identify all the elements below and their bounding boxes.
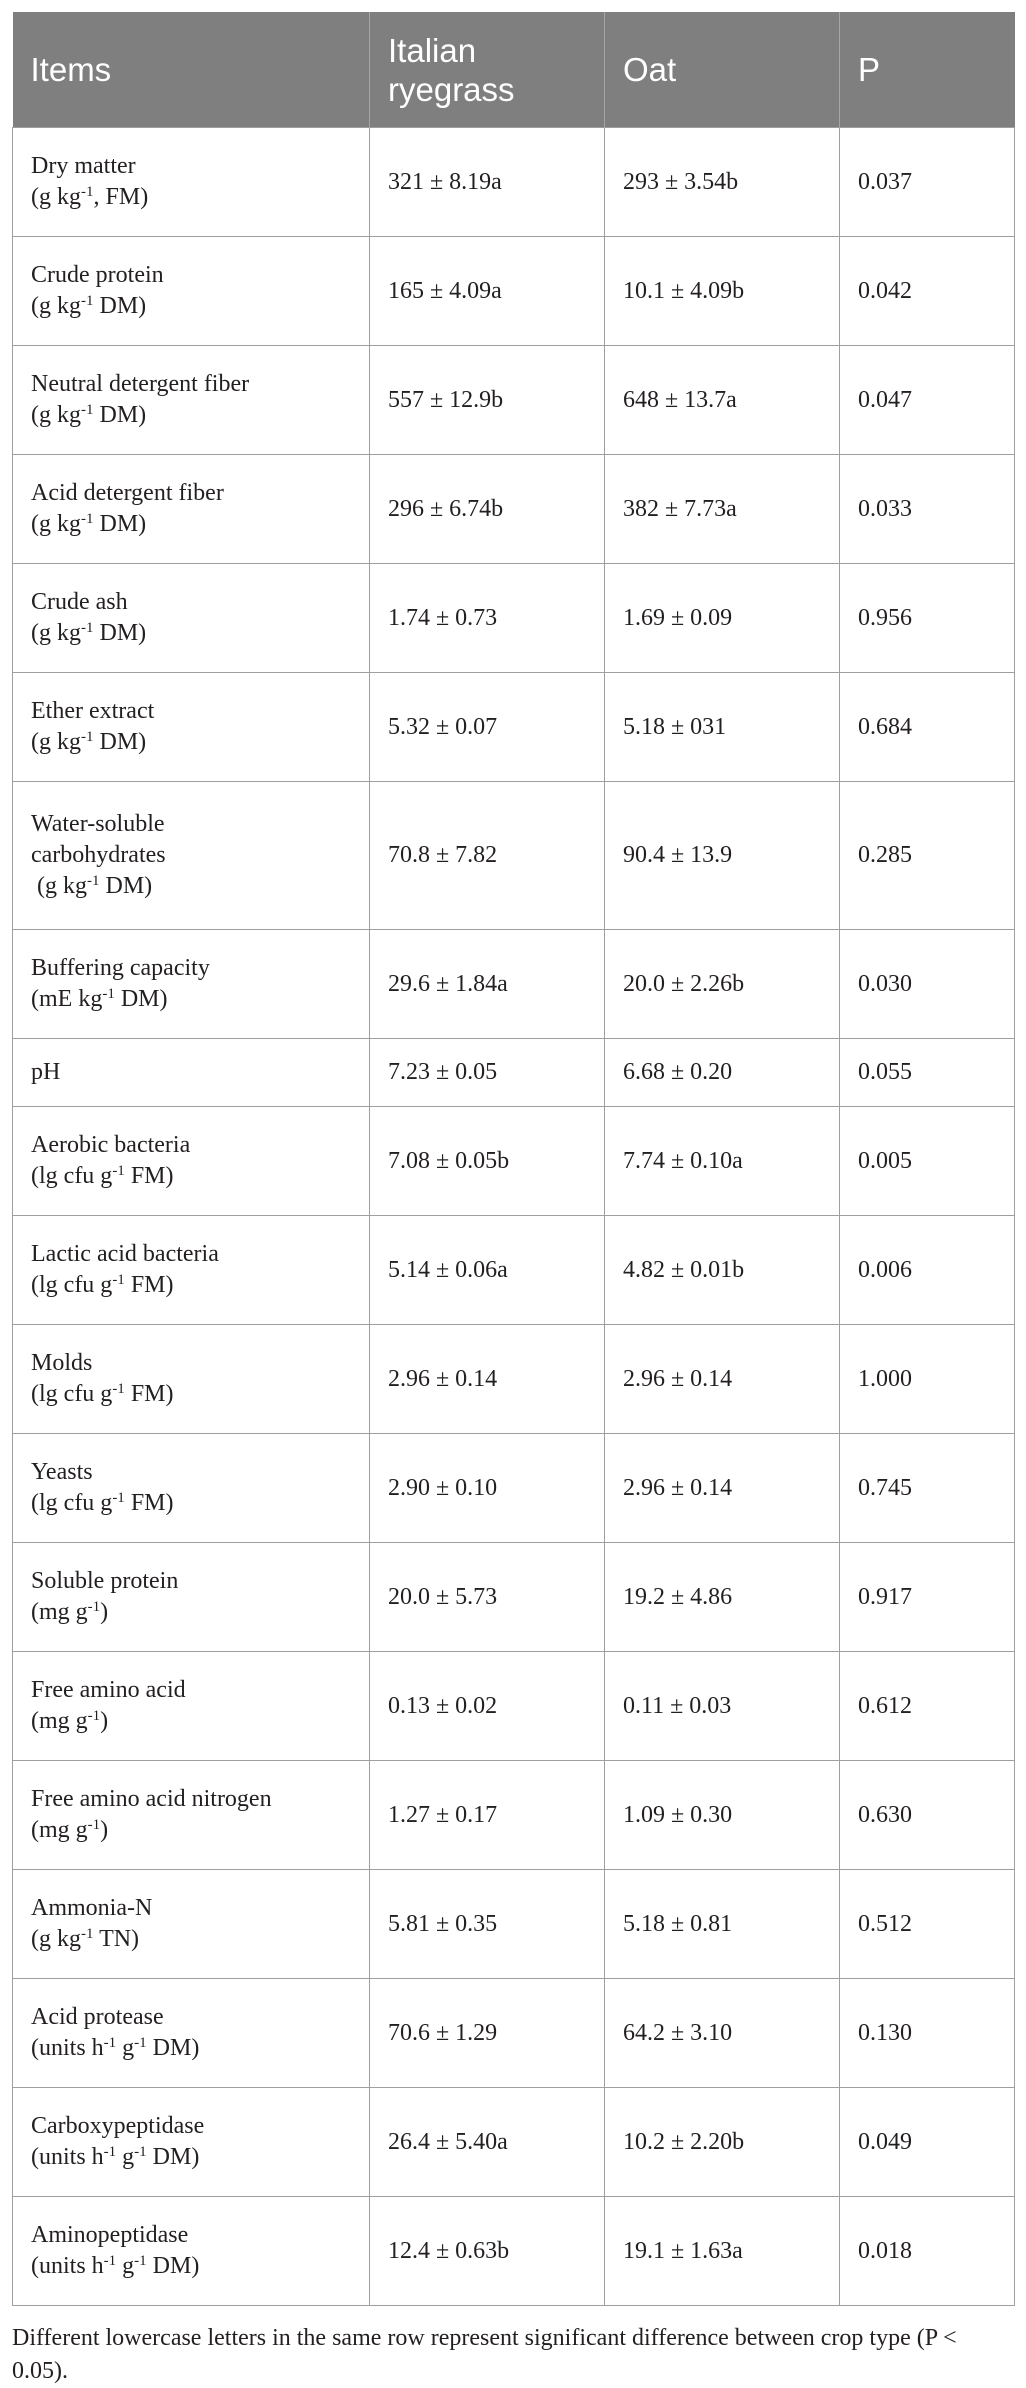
unit-text: ) [100,1817,109,1843]
oat-value: 2.96 ± 0.14 [605,1434,840,1543]
item-unit [31,1488,351,1519]
item-unit [31,1706,351,1737]
item-name: Crude protein [31,262,164,288]
unit-text: (mE kg [31,986,103,1012]
item-unit [31,1270,351,1301]
p-value: 0.042 [840,237,1015,346]
table-row [13,1434,1015,1543]
item-cell [13,1979,370,2088]
p-value: 0.037 [840,128,1015,237]
oat-value: 5.18 ± 031 [605,673,840,782]
item-cell [13,1039,370,1107]
p-value: 0.917 [840,1543,1015,1652]
unit-exponent: -1 [112,1490,125,1506]
item-name: Neutral detergent fiber [31,371,250,397]
unit-exponent: -1 [81,1926,94,1942]
unit-text: (g kg [31,184,81,210]
p-value: 0.956 [840,564,1015,673]
unit-text: (mg g [31,1708,88,1734]
item-unit [31,2251,351,2282]
table-row [13,1870,1015,1979]
unit-text: (g kg [31,873,87,899]
item-name: Water-soluble [31,811,165,837]
unit-text: (lg cfu g [31,1163,113,1189]
unit-exponent: -1 [81,729,94,745]
item-name: Aerobic bacteria [31,1132,191,1158]
item-unit [31,291,351,322]
unit-text: FM) [124,1272,174,1298]
table-container [12,12,1014,2388]
p-value: 1.000 [840,1325,1015,1434]
item-cell [13,1870,370,1979]
item-unit [31,1379,351,1410]
table-row [13,455,1015,564]
unit-exponent: -1 [112,1272,125,1288]
unit-text: ) [100,1599,109,1625]
unit-exponent: -1 [112,1163,125,1179]
item-unit [31,2142,351,2173]
p-value: 0.005 [840,1107,1015,1216]
table-row [13,346,1015,455]
unit-exponent: -1 [134,2253,147,2269]
oat-value: 2.96 ± 0.14 [605,1325,840,1434]
unit-exponent: -1 [103,2035,117,2051]
unit-text: (g kg [31,293,81,319]
italian-ryegrass-value: 70.8 ± 7.82 [370,782,605,930]
p-value: 0.030 [840,930,1015,1039]
unit-exponent: -1 [103,2144,117,2160]
oat-value: 6.68 ± 0.20 [605,1039,840,1107]
item-cell [13,2088,370,2197]
data-table [12,12,1015,2306]
italian-ryegrass-value: 557 ± 12.9b [370,346,605,455]
unit-exponent: -1 [87,1817,101,1833]
unit-exponent: -1 [81,511,94,527]
item-name: Free amino acid nitrogen [31,1786,272,1812]
item-name-cont: carbohydrates [31,842,166,868]
p-value: 0.006 [840,1216,1015,1325]
table-row [13,237,1015,346]
p-value: 0.033 [840,455,1015,564]
unit-text: DM) [99,873,153,899]
p-value: 0.630 [840,1761,1015,1870]
table-row [13,1039,1015,1107]
table-row [13,1761,1015,1870]
item-cell [13,673,370,782]
oat-value: 5.18 ± 0.81 [605,1870,840,1979]
unit-text: DM) [93,402,147,428]
item-name: Buffering capacity [31,955,210,981]
unit-text: g [116,2144,135,2170]
table-footnote: Different lowercase letters in the same row represent significant difference between crop type (P < 0.05). [12,2325,957,2384]
item-name: Crude ash [31,589,128,615]
oat-value: 0.11 ± 0.03 [605,1652,840,1761]
item-cell [13,564,370,673]
item-cell [13,1761,370,1870]
table-row [13,1979,1015,2088]
unit-text: (mg g [31,1599,88,1625]
unit-text: (units h [31,2144,104,2170]
unit-text: DM) [93,729,147,755]
item-cell [13,2197,370,2306]
item-name: Soluble protein [31,1568,179,1594]
unit-exponent: -1 [87,873,100,889]
unit-text: (g kg [31,402,81,428]
p-value: 0.285 [840,782,1015,930]
item-cell [13,1107,370,1216]
table-row [13,1216,1015,1325]
unit-text: FM) [124,1381,174,1407]
header-items: Items [13,12,370,128]
item-cell [13,346,370,455]
p-value: 0.512 [840,1870,1015,1979]
p-value: 0.049 [840,2088,1015,2197]
oat-value: 90.4 ± 13.9 [605,782,840,930]
p-value: 0.130 [840,1979,1015,2088]
unit-text: DM) [146,2035,200,2061]
italian-ryegrass-value: 5.14 ± 0.06a [370,1216,605,1325]
unit-text: FM) [124,1163,174,1189]
italian-ryegrass-value: 296 ± 6.74b [370,455,605,564]
unit-text: DM) [146,2144,200,2170]
item-unit [31,1924,351,1955]
item-cell [13,1652,370,1761]
table-row [13,564,1015,673]
item-cell [13,1325,370,1434]
unit-exponent: -1 [102,986,115,1002]
oat-value: 10.1 ± 4.09b [605,237,840,346]
item-name: Ether extract [31,698,155,724]
table-row [13,1107,1015,1216]
unit-text: TN) [93,1926,140,1952]
table-row [13,2088,1015,2197]
item-unit [31,2033,351,2064]
item-name: Yeasts [31,1459,93,1485]
oat-value: 7.74 ± 0.10a [605,1107,840,1216]
unit-exponent: -1 [134,2035,147,2051]
p-value: 0.684 [840,673,1015,782]
header-oat: Oat [605,12,840,128]
item-cell [13,1434,370,1543]
table-row [13,128,1015,237]
unit-text: g [116,2035,135,2061]
header-italian-ryegrass: Italian ryegrass [370,12,605,128]
p-value: 0.612 [840,1652,1015,1761]
unit-exponent: -1 [87,1599,101,1615]
table-row [13,2197,1015,2306]
italian-ryegrass-value: 321 ± 8.19a [370,128,605,237]
unit-exponent: -1 [103,2253,117,2269]
italian-ryegrass-value: 2.90 ± 0.10 [370,1434,605,1543]
item-name: pH [31,1059,61,1085]
italian-ryegrass-value: 26.4 ± 5.40a [370,2088,605,2197]
italian-ryegrass-value: 7.08 ± 0.05b [370,1107,605,1216]
item-unit [31,727,351,758]
oat-value: 648 ± 13.7a [605,346,840,455]
oat-value: 19.2 ± 4.86 [605,1543,840,1652]
unit-text: DM) [93,293,147,319]
item-unit [31,182,351,213]
unit-text: (g kg [31,511,81,537]
table-row [13,1652,1015,1761]
item-name: Aminopeptidase [31,2222,189,2248]
italian-ryegrass-value: 1.27 ± 0.17 [370,1761,605,1870]
item-cell [13,237,370,346]
italian-ryegrass-value: 1.74 ± 0.73 [370,564,605,673]
unit-text: (units h [31,2035,104,2061]
unit-exponent: -1 [81,184,94,200]
item-name: Lactic acid bacteria [31,1241,219,1267]
unit-text: (units h [31,2253,104,2279]
unit-text: (g kg [31,1926,81,1952]
oat-value: 4.82 ± 0.01b [605,1216,840,1325]
table-row [13,1543,1015,1652]
item-unit [31,1161,351,1192]
item-cell [13,1216,370,1325]
table-body [13,128,1015,2306]
unit-text: FM) [124,1490,174,1516]
unit-text: (g kg [31,729,81,755]
oat-value: 382 ± 7.73a [605,455,840,564]
item-cell [13,1543,370,1652]
unit-text: (g kg [31,620,81,646]
oat-value: 10.2 ± 2.20b [605,2088,840,2197]
italian-ryegrass-value: 20.0 ± 5.73 [370,1543,605,1652]
item-cell [13,128,370,237]
item-name: Acid protease [31,2004,164,2030]
table-row [13,673,1015,782]
item-cell [13,782,370,930]
item-name: Acid detergent fiber [31,480,224,506]
unit-exponent: -1 [81,402,94,418]
unit-exponent: -1 [112,1381,125,1397]
table-row [13,930,1015,1039]
table-row [13,1325,1015,1434]
item-name: Free amino acid [31,1677,186,1703]
unit-text: g [116,2253,135,2279]
p-value: 0.047 [840,346,1015,455]
unit-text: (mg g [31,1817,88,1843]
italian-ryegrass-value: 5.32 ± 0.07 [370,673,605,782]
item-unit [31,871,351,902]
unit-text: (lg cfu g [31,1490,113,1516]
item-unit [31,1597,351,1628]
unit-text: , FM) [93,184,149,210]
item-unit [31,400,351,431]
item-name: Ammonia-N [31,1895,153,1921]
item-cell [13,930,370,1039]
italian-ryegrass-value: 2.96 ± 0.14 [370,1325,605,1434]
oat-value: 293 ± 3.54b [605,128,840,237]
unit-text: DM) [93,620,147,646]
p-value: 0.055 [840,1039,1015,1107]
unit-text: DM) [93,511,147,537]
item-name: Dry matter [31,153,136,179]
table-row [13,782,1015,930]
item-name: Molds [31,1350,93,1376]
italian-ryegrass-value: 12.4 ± 0.63b [370,2197,605,2306]
item-cell [13,455,370,564]
unit-exponent: -1 [81,293,94,309]
italian-ryegrass-value: 5.81 ± 0.35 [370,1870,605,1979]
item-unit [31,618,351,649]
unit-exponent: -1 [81,620,94,636]
italian-ryegrass-value: 165 ± 4.09a [370,237,605,346]
unit-exponent: -1 [87,1708,101,1724]
p-value: 0.745 [840,1434,1015,1543]
unit-text: DM) [114,986,168,1012]
unit-text: DM) [146,2253,200,2279]
p-value: 0.018 [840,2197,1015,2306]
italian-ryegrass-value: 7.23 ± 0.05 [370,1039,605,1107]
unit-text: (lg cfu g [31,1381,113,1407]
item-unit [31,984,351,1015]
oat-value: 19.1 ± 1.63a [605,2197,840,2306]
table-header [13,12,1015,128]
italian-ryegrass-value: 70.6 ± 1.29 [370,1979,605,2088]
item-unit [31,1815,351,1846]
header-p: P [840,12,1015,128]
oat-value: 1.69 ± 0.09 [605,564,840,673]
item-unit [31,509,351,540]
italian-ryegrass-value: 29.6 ± 1.84a [370,930,605,1039]
oat-value: 64.2 ± 3.10 [605,1979,840,2088]
italian-ryegrass-value: 0.13 ± 0.02 [370,1652,605,1761]
oat-value: 1.09 ± 0.30 [605,1761,840,1870]
oat-value: 20.0 ± 2.26b [605,930,840,1039]
unit-text: (lg cfu g [31,1272,113,1298]
unit-text: ) [100,1708,109,1734]
unit-exponent: -1 [134,2144,147,2160]
item-name: Carboxypeptidase [31,2113,205,2139]
